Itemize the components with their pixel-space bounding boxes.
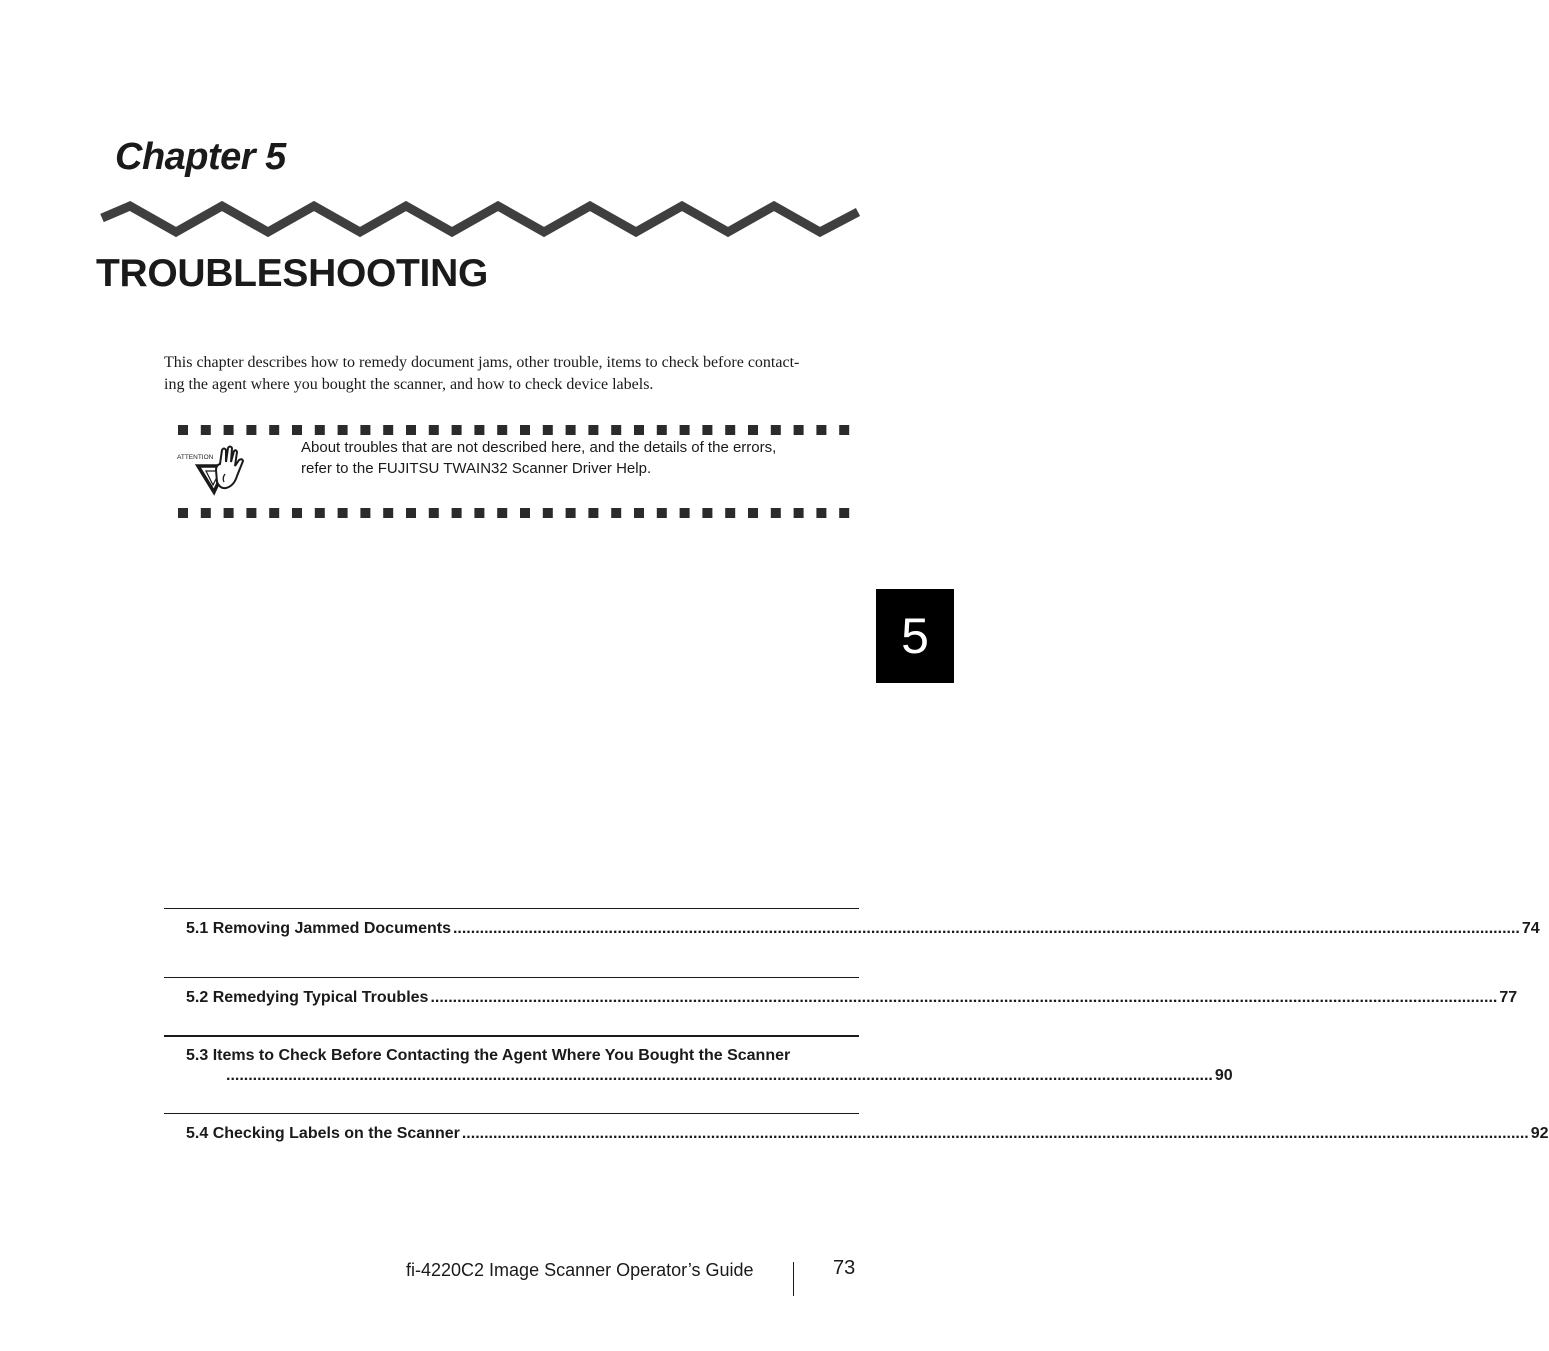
dot-square — [497, 425, 507, 435]
dot-square — [292, 508, 302, 518]
dot-square — [816, 425, 826, 435]
dot-square — [794, 425, 804, 435]
table-of-contents — [164, 908, 1549, 1171]
attention-line-1: About troubles that are not described here, and the details of the errors, — [301, 439, 777, 456]
dot-square — [611, 425, 621, 435]
toc-item-5-2[interactable] — [164, 977, 1518, 1035]
dot-square — [611, 508, 621, 518]
toc-leader — [453, 920, 1520, 938]
toc-item-title: 5.1 Removing Jammed Documents — [186, 920, 451, 937]
dot-square — [360, 425, 370, 435]
chapter-label: Chapter 5 — [115, 136, 286, 178]
dot-square — [360, 508, 370, 518]
dot-square — [839, 508, 849, 518]
dot-square — [246, 508, 256, 518]
dot-square — [269, 425, 279, 435]
dot-square — [201, 508, 211, 518]
toc-item-5-1[interactable] — [164, 908, 1540, 977]
dot-square — [178, 508, 188, 518]
dot-square — [702, 508, 712, 518]
toc-item-title: 5.4 Checking Labels on the Scanner — [186, 1125, 460, 1142]
dot-square — [474, 508, 484, 518]
dot-square — [292, 425, 302, 435]
dot-square — [771, 508, 781, 518]
dot-square — [338, 425, 348, 435]
dot-square — [520, 425, 530, 435]
dot-square — [429, 425, 439, 435]
dot-square — [748, 508, 758, 518]
dot-square — [406, 425, 416, 435]
toc-item-title: 5.2 Remedying Typical Troubles — [186, 989, 429, 1006]
toc-leader — [462, 1125, 1529, 1143]
dot-square — [748, 425, 758, 435]
dot-square — [338, 508, 348, 518]
toc-leader: .............................................................................................................................................................................................................................. — [226, 1067, 1213, 1084]
intro-paragraph — [164, 352, 860, 396]
toc-item-page: 77 — [1499, 989, 1518, 1006]
attention-hand-icon — [176, 444, 256, 496]
dot-square — [543, 508, 553, 518]
dot-square — [497, 508, 507, 518]
dot-square — [383, 508, 393, 518]
dot-square — [816, 508, 826, 518]
toc-item-5-4[interactable] — [164, 1113, 1549, 1171]
dot-square — [224, 508, 234, 518]
dot-square — [680, 425, 690, 435]
toc-item-title: 5.3 Items to Check Before Contacting the Agent Where You Bought the Scanner — [186, 1047, 791, 1064]
attention-icon-label: ATTENTION — [177, 454, 214, 461]
toc-item-page: 74 — [1521, 920, 1540, 937]
dot-square — [771, 425, 781, 435]
dot-square — [657, 508, 667, 518]
dot-square — [725, 425, 735, 435]
dotted-rule-bottom — [178, 507, 858, 519]
toc-item-page: 90 — [1214, 1067, 1233, 1084]
attention-line-2: refer to the FUJITSU TWAIN32 Scanner Driver Help. — [301, 460, 652, 477]
page-number: 73 — [833, 1257, 856, 1279]
dot-square — [566, 425, 576, 435]
dot-square — [680, 508, 690, 518]
dot-square — [588, 508, 598, 518]
dotted-rule-top — [178, 424, 858, 436]
dot-square — [839, 425, 849, 435]
dot-square — [383, 425, 393, 435]
zigzag-divider — [100, 196, 860, 242]
dot-square — [474, 425, 484, 435]
dot-square — [178, 425, 188, 435]
toc-leader — [430, 989, 1497, 1007]
attention-note — [301, 437, 841, 479]
dot-square — [224, 425, 234, 435]
dot-square — [201, 425, 211, 435]
dot-square — [725, 508, 735, 518]
dot-square — [634, 508, 644, 518]
intro-line-1: This chapter describes how to remedy document jams, other trouble, items to check before contact- — [164, 354, 800, 371]
dot-square — [246, 425, 256, 435]
footer-divider — [793, 1262, 794, 1296]
dot-square — [406, 508, 416, 518]
dot-square — [315, 508, 325, 518]
dot-square — [634, 425, 644, 435]
intro-line-2: ing the agent where you bought the scanner, and how to check device labels. — [164, 376, 654, 393]
dot-square — [543, 425, 553, 435]
dot-square — [315, 425, 325, 435]
dot-square — [429, 508, 439, 518]
dot-square — [566, 508, 576, 518]
dot-square — [794, 508, 804, 518]
dot-square — [452, 508, 462, 518]
dot-square — [588, 425, 598, 435]
toc-item-page: 92 — [1530, 1125, 1549, 1142]
dot-square — [269, 508, 279, 518]
dot-square — [657, 425, 667, 435]
page-title: TROUBLESHOOTING — [96, 252, 488, 295]
dot-square — [452, 425, 462, 435]
dot-square — [702, 425, 712, 435]
chapter-tab: 5 — [876, 589, 954, 683]
zigzag-line — [102, 206, 858, 232]
toc-item-5-3[interactable] — [164, 1035, 1233, 1113]
footer-guide-title: fi-4220C2 Image Scanner Operator’s Guide — [406, 1260, 754, 1280]
dot-square — [520, 508, 530, 518]
